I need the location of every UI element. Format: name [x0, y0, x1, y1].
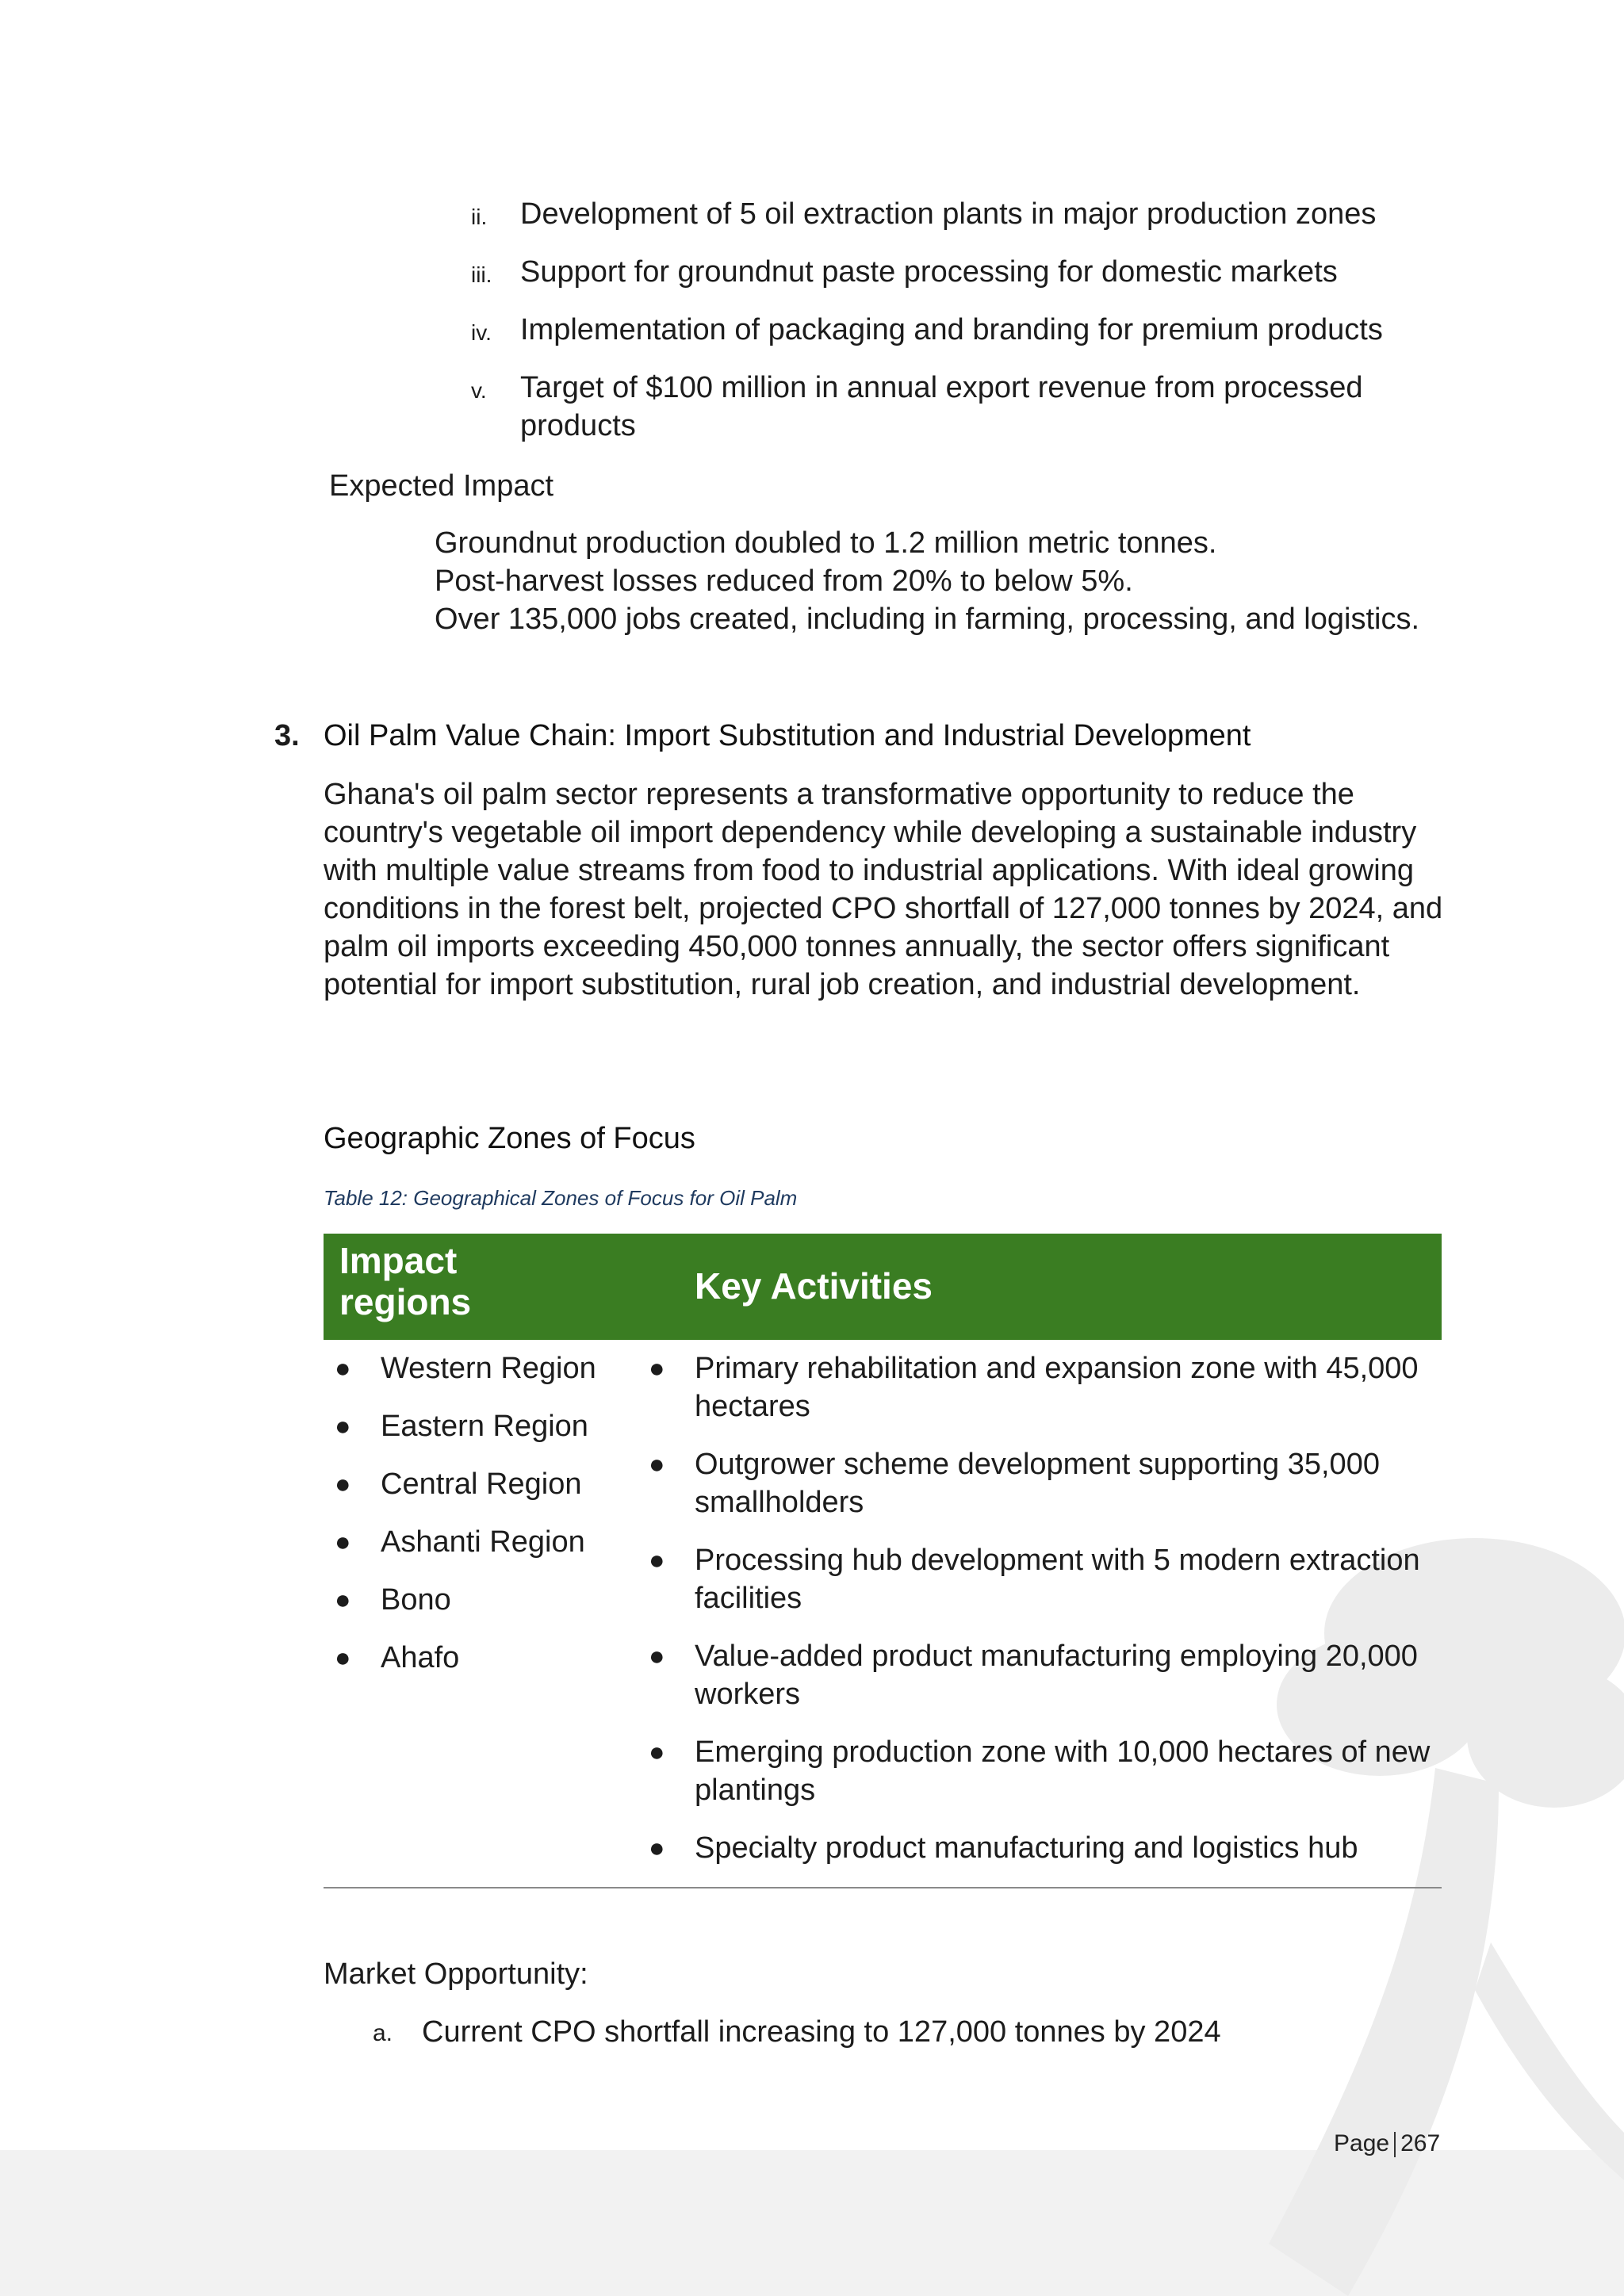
table-caption: Table 12: Geographical Zones of Focus for Oil Palm [324, 1186, 798, 1210]
activity-item: ● Outgrower scheme development supporting 35,000 smallholders [638, 1445, 1438, 1521]
bullet-icon: ● [649, 1545, 665, 1575]
activity-item: ● Primary rehabilitation and expansion zone with 45,000 hectares [638, 1349, 1438, 1425]
geo-zones-heading: Geographic Zones of Focus [324, 1122, 695, 1155]
section-paragraph: Ghana's oil palm sector represents a transformative opportunity to reduce the country's vegetable oil import dependency while developing a sustainable industry with multiple value streams from food to industrial applications. With ideal growing conditions in the forest belt, projected CPO shortfall of 127,000 tonnes by 2024, and palm oil imports exceeding 450,000 tonnes annually, the sector offers significant potential for import substitution, rural job creation, and industrial development. [324, 778, 1443, 1001]
list-item: ii. Development of 5 oil extraction plants in major production zones [471, 197, 1377, 231]
page-number: Page 267 [1334, 2130, 1441, 2156]
list-item: iii. Support for groundnut paste processing for domestic markets [471, 255, 1338, 289]
activity-item: ● Value-added product manufacturing employing 20,000 workers [638, 1637, 1438, 1713]
section-number: 3. [274, 719, 300, 752]
impact-line: Over 135,000 jobs created, including in farming, processing, and logistics. [435, 603, 1420, 636]
expected-impact-lines [435, 524, 1419, 638]
bullet-icon: ● [649, 1449, 665, 1479]
list-item: a. Current CPO shortfall increasing to 127,000 tonnes by 2024 [373, 2015, 1221, 2049]
activity-item: ● Specialty product manufacturing and logistics hub [638, 1829, 1438, 1867]
region-item: ● Ahafo [324, 1639, 625, 1677]
region-item: ● Western Region [324, 1349, 625, 1387]
list-item: iv. Implementation of packaging and branding for premium products [471, 313, 1383, 346]
page-separator [1394, 2132, 1396, 2157]
activities-column [638, 1349, 1438, 1887]
bullet-icon: ● [649, 1737, 665, 1767]
bullet-icon: ● [335, 1585, 351, 1615]
list-item: v. Target of $100 million in annual export revenue from processed products [471, 371, 1363, 442]
bullet-icon: ● [649, 1833, 665, 1863]
bullet-icon: ● [335, 1469, 351, 1499]
bullet-icon: ● [335, 1527, 351, 1557]
activity-item: ● Emerging production zone with 10,000 hectares of new plantings [638, 1733, 1438, 1809]
bullet-icon: ● [335, 1353, 351, 1383]
bullet-icon: ● [335, 1643, 351, 1673]
table-header [324, 1234, 1442, 1340]
section-title: Oil Palm Value Chain: Import Substitution and Industrial Development [324, 719, 1251, 752]
market-opportunity-label: Market Opportunity: [324, 1957, 588, 1991]
regions-column [324, 1349, 625, 1697]
region-item: ● Eastern Region [324, 1407, 625, 1445]
table-bottom-rule [324, 1887, 1442, 1888]
header-impact-regions: Impact regions [339, 1240, 472, 1322]
roman-list [468, 195, 1451, 465]
impact-line: Post-harvest losses reduced from 20% to below 5%. [435, 564, 1133, 598]
impact-line: Groundnut production doubled to 1.2 million metric tonnes. [435, 526, 1217, 560]
region-item: ● Bono [324, 1581, 625, 1619]
header-key-activities: Key Activities [695, 1265, 933, 1307]
expected-impact-label: Expected Impact [329, 469, 554, 503]
activity-item: ● Processing hub development with 5 modern extraction facilities [638, 1541, 1438, 1617]
region-item: ● Ashanti Region [324, 1523, 625, 1561]
bullet-icon: ● [335, 1411, 351, 1441]
region-item: ● Central Region [324, 1465, 625, 1503]
bullet-icon: ● [649, 1353, 665, 1383]
bullet-icon: ● [649, 1641, 665, 1671]
